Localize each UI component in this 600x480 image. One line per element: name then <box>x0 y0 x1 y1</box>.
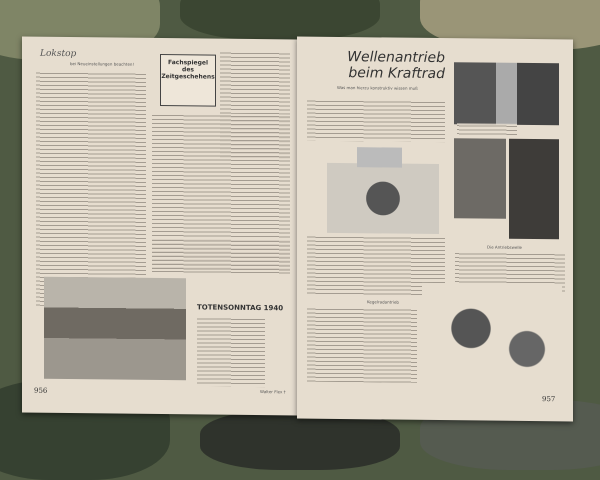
page-number-left: 956 <box>34 386 48 395</box>
page-number-right: 957 <box>542 395 556 404</box>
header-script: Lokstop <box>40 48 77 60</box>
article-subtitle: Was man hierzu konstruktiv wissen muß <box>337 84 418 91</box>
fachspiegel-box <box>160 54 216 107</box>
left-page <box>22 37 297 416</box>
box-title: Fachspiegel des Zeitgeschehens <box>161 59 215 81</box>
title-line-2: beim Kraftrad <box>348 65 445 83</box>
wheel-photo-1 <box>454 138 506 219</box>
header-subtitle: bei Neueinstellungen beachten! <box>70 61 135 67</box>
poem-author: Walter Flex † <box>260 389 286 395</box>
engine-photo-2 <box>357 147 402 167</box>
poem-title: TOTENSONNTAG 1940 <box>197 303 284 313</box>
caption-shaft: Die Antriebswelle <box>487 244 523 250</box>
footer-right <box>467 394 555 403</box>
title-line-1: Wellenantrieb <box>347 49 445 67</box>
motorcycle-photo-top <box>454 62 559 125</box>
engine-photo <box>327 163 439 234</box>
caption-bevel: Kegelradantrieb <box>367 299 399 305</box>
gear-diagram <box>422 283 562 384</box>
article-title <box>325 49 445 82</box>
cemetery-photo <box>44 277 186 380</box>
right-page <box>297 37 573 422</box>
wheel-photo-2 <box>509 139 559 240</box>
